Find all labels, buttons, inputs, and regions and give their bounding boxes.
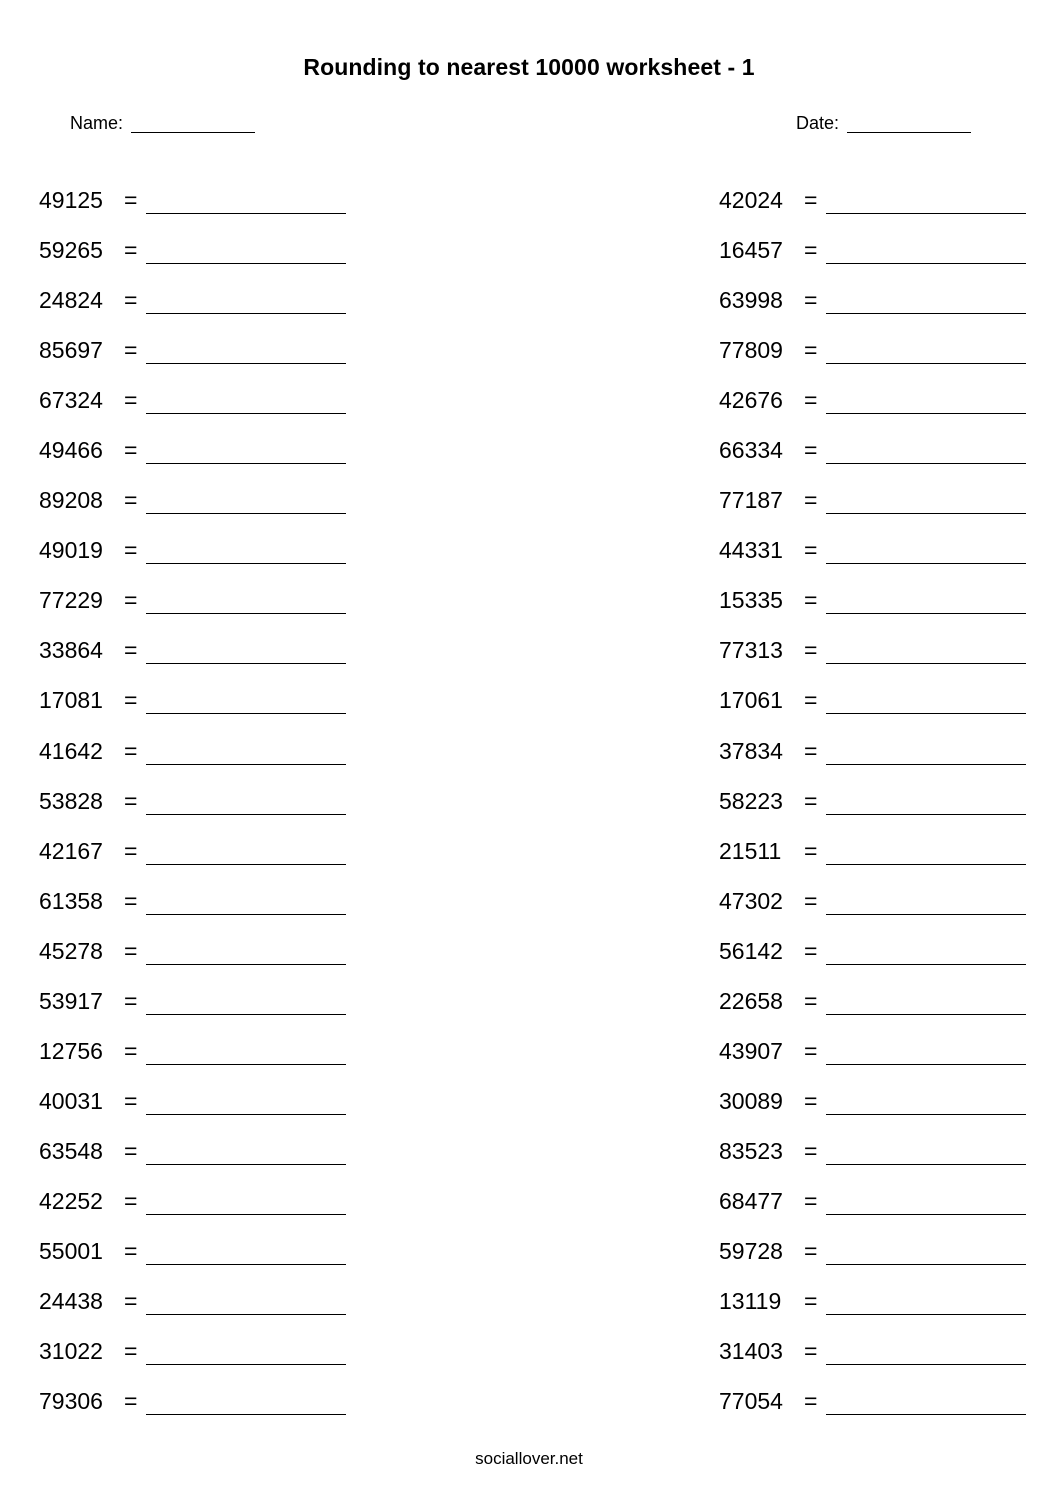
answer-blank[interactable] — [826, 864, 1026, 865]
problem-number: 85697 — [39, 337, 103, 364]
problem-number: 43907 — [719, 1037, 783, 1064]
answer-blank[interactable] — [146, 413, 346, 414]
problem-number: 17061 — [719, 687, 783, 714]
date-blank — [847, 112, 971, 133]
equals-sign: = — [124, 1338, 138, 1365]
answer-blank[interactable] — [826, 713, 1026, 714]
equals-sign: = — [804, 287, 818, 314]
problem-number: 16457 — [719, 237, 783, 264]
answer-blank[interactable] — [146, 613, 346, 614]
equals-sign: = — [804, 737, 818, 764]
answer-blank[interactable] — [826, 663, 1026, 664]
answer-blank[interactable] — [146, 764, 346, 765]
answer-blank[interactable] — [146, 1214, 346, 1215]
equals-sign: = — [804, 887, 818, 914]
equals-sign: = — [804, 1087, 818, 1114]
answer-blank[interactable] — [146, 1064, 346, 1065]
equals-sign: = — [124, 187, 138, 213]
problem-number: 61358 — [39, 887, 103, 914]
answer-blank[interactable] — [826, 1114, 1026, 1115]
equals-sign: = — [124, 587, 138, 614]
problem-number: 12756 — [39, 1037, 103, 1064]
problem-number: 56142 — [719, 937, 783, 964]
date-field — [796, 112, 971, 133]
equals-sign: = — [124, 1137, 138, 1164]
name-label: Name: — [70, 113, 124, 133]
equals-sign: = — [804, 387, 818, 414]
equals-sign: = — [124, 1288, 138, 1315]
problem-number: 59728 — [719, 1237, 783, 1264]
problem-number: 67324 — [39, 387, 103, 414]
equals-sign: = — [124, 887, 138, 914]
problem-number: 66334 — [719, 437, 783, 464]
answer-blank[interactable] — [826, 263, 1026, 264]
equals-sign: = — [124, 487, 138, 514]
equals-sign: = — [124, 437, 138, 464]
equals-sign: = — [124, 337, 138, 364]
answer-blank[interactable] — [146, 914, 346, 915]
answer-blank[interactable] — [146, 1114, 346, 1115]
problem-number: 21511 — [719, 837, 782, 864]
name-blank — [131, 112, 255, 133]
equals-sign: = — [804, 487, 818, 514]
answer-blank[interactable] — [826, 213, 1026, 214]
problem-number: 31022 — [39, 1338, 103, 1365]
problem-number: 77229 — [39, 587, 103, 614]
problem-number: 77313 — [719, 637, 783, 664]
answer-blank[interactable] — [826, 463, 1026, 464]
answer-blank[interactable] — [826, 814, 1026, 815]
equals-sign: = — [804, 1237, 818, 1264]
equals-sign: = — [124, 937, 138, 964]
equals-sign: = — [804, 1037, 818, 1064]
footer-credit: sociallover.net — [475, 1449, 583, 1468]
equals-sign: = — [804, 687, 818, 714]
answer-blank[interactable] — [826, 764, 1026, 765]
answer-blank[interactable] — [146, 1164, 346, 1165]
problem-number: 37834 — [719, 737, 783, 764]
answer-blank[interactable] — [146, 313, 346, 314]
equals-sign: = — [804, 237, 818, 264]
equals-sign: = — [804, 537, 818, 564]
equals-sign: = — [804, 637, 818, 664]
answer-blank[interactable] — [826, 1414, 1026, 1415]
answer-blank[interactable] — [146, 964, 346, 965]
equals-sign: = — [804, 337, 818, 364]
problem-number: 89208 — [39, 487, 103, 514]
equals-sign: = — [804, 837, 818, 864]
problem-number: 77809 — [719, 337, 783, 364]
problem-number: 42024 — [719, 187, 783, 213]
answer-blank[interactable] — [826, 1064, 1026, 1065]
problem-number: 49019 — [39, 537, 103, 564]
equals-sign: = — [124, 537, 138, 564]
answer-blank[interactable] — [146, 1264, 346, 1265]
problem-number: 15335 — [719, 587, 783, 614]
answer-blank[interactable] — [826, 363, 1026, 364]
equals-sign: = — [804, 1388, 818, 1415]
equals-sign: = — [804, 1137, 818, 1164]
equals-sign: = — [124, 1087, 138, 1114]
equals-sign: = — [124, 287, 138, 314]
problem-number: 49466 — [39, 437, 103, 464]
equals-sign: = — [124, 1388, 138, 1415]
answer-blank[interactable] — [826, 313, 1026, 314]
answer-blank[interactable] — [826, 1314, 1026, 1315]
equals-sign: = — [804, 787, 818, 814]
problem-number: 77054 — [719, 1388, 783, 1415]
problem-number: 59265 — [39, 237, 103, 264]
problem-number: 24824 — [39, 287, 103, 314]
answer-blank[interactable] — [146, 1314, 346, 1315]
equals-sign: = — [804, 1338, 818, 1365]
answer-blank[interactable] — [146, 463, 346, 464]
problem-number: 42676 — [719, 387, 783, 414]
problem-number: 77187 — [719, 487, 783, 514]
problem-number: 22658 — [719, 987, 783, 1014]
answer-blank[interactable] — [146, 213, 346, 214]
problem-number: 63548 — [39, 1137, 103, 1164]
answer-blank[interactable] — [826, 1264, 1026, 1265]
equals-sign: = — [804, 937, 818, 964]
problem-number: 45278 — [39, 937, 103, 964]
equals-sign: = — [804, 587, 818, 614]
answer-blank[interactable] — [146, 864, 346, 865]
problem-number: 44331 — [719, 537, 783, 564]
equals-sign: = — [124, 787, 138, 814]
equals-sign: = — [804, 1288, 818, 1315]
problem-number: 31403 — [719, 1338, 783, 1365]
problem-number: 79306 — [39, 1388, 103, 1415]
equals-sign: = — [124, 1037, 138, 1064]
equals-sign: = — [124, 1237, 138, 1264]
worksheet-title: Rounding to nearest 10000 worksheet - 1 — [303, 54, 755, 80]
problem-number: 55001 — [39, 1237, 103, 1264]
equals-sign: = — [124, 837, 138, 864]
answer-blank[interactable] — [146, 814, 346, 815]
problem-number: 68477 — [719, 1187, 783, 1214]
answer-blank[interactable] — [826, 613, 1026, 614]
problem-number: 58223 — [719, 787, 783, 814]
equals-sign: = — [804, 437, 818, 464]
equals-sign: = — [124, 687, 138, 714]
answer-blank[interactable] — [146, 513, 346, 514]
equals-sign: = — [804, 187, 818, 213]
problem-number: 63998 — [719, 287, 783, 314]
problem-number: 40031 — [39, 1087, 103, 1114]
problem-number: 24438 — [39, 1288, 103, 1315]
problem-number: 41642 — [39, 737, 103, 764]
answer-blank[interactable] — [826, 563, 1026, 564]
answer-blank[interactable] — [826, 964, 1026, 965]
equals-sign: = — [804, 1187, 818, 1214]
problem-number: 30089 — [719, 1087, 783, 1114]
problem-number: 42167 — [39, 837, 103, 864]
name-field — [70, 112, 255, 133]
equals-sign: = — [124, 737, 138, 764]
equals-sign: = — [124, 387, 138, 414]
problem-number: 53917 — [39, 987, 103, 1014]
answer-blank[interactable] — [826, 413, 1026, 414]
answer-blank[interactable] — [146, 1414, 346, 1415]
answer-blank[interactable] — [826, 1014, 1026, 1015]
answer-blank[interactable] — [826, 1164, 1026, 1165]
problem-number: 33864 — [39, 637, 103, 664]
equals-sign: = — [124, 1187, 138, 1214]
answer-blank[interactable] — [146, 1364, 346, 1365]
problem-number: 13119 — [719, 1288, 782, 1315]
problem-number: 83523 — [719, 1137, 783, 1164]
problem-number: 47302 — [719, 887, 783, 914]
answer-blank[interactable] — [146, 663, 346, 664]
equals-sign: = — [124, 237, 138, 264]
answer-blank[interactable] — [146, 263, 346, 264]
problem-number: 53828 — [39, 787, 103, 814]
answer-blank[interactable] — [826, 914, 1026, 915]
problem-number: 42252 — [39, 1187, 103, 1214]
answer-blank[interactable] — [146, 363, 346, 364]
problem-number: 49125 — [39, 187, 103, 213]
answer-blank[interactable] — [826, 1214, 1026, 1215]
answer-blank[interactable] — [826, 1364, 1026, 1365]
problem-number: 17081 — [39, 687, 103, 714]
answer-blank[interactable] — [146, 713, 346, 714]
answer-blank[interactable] — [146, 563, 346, 564]
equals-sign: = — [124, 637, 138, 664]
equals-sign: = — [124, 987, 138, 1014]
answer-blank[interactable] — [826, 513, 1026, 514]
date-label: Date: — [796, 113, 840, 133]
answer-blank[interactable] — [146, 1014, 346, 1015]
equals-sign: = — [804, 987, 818, 1014]
